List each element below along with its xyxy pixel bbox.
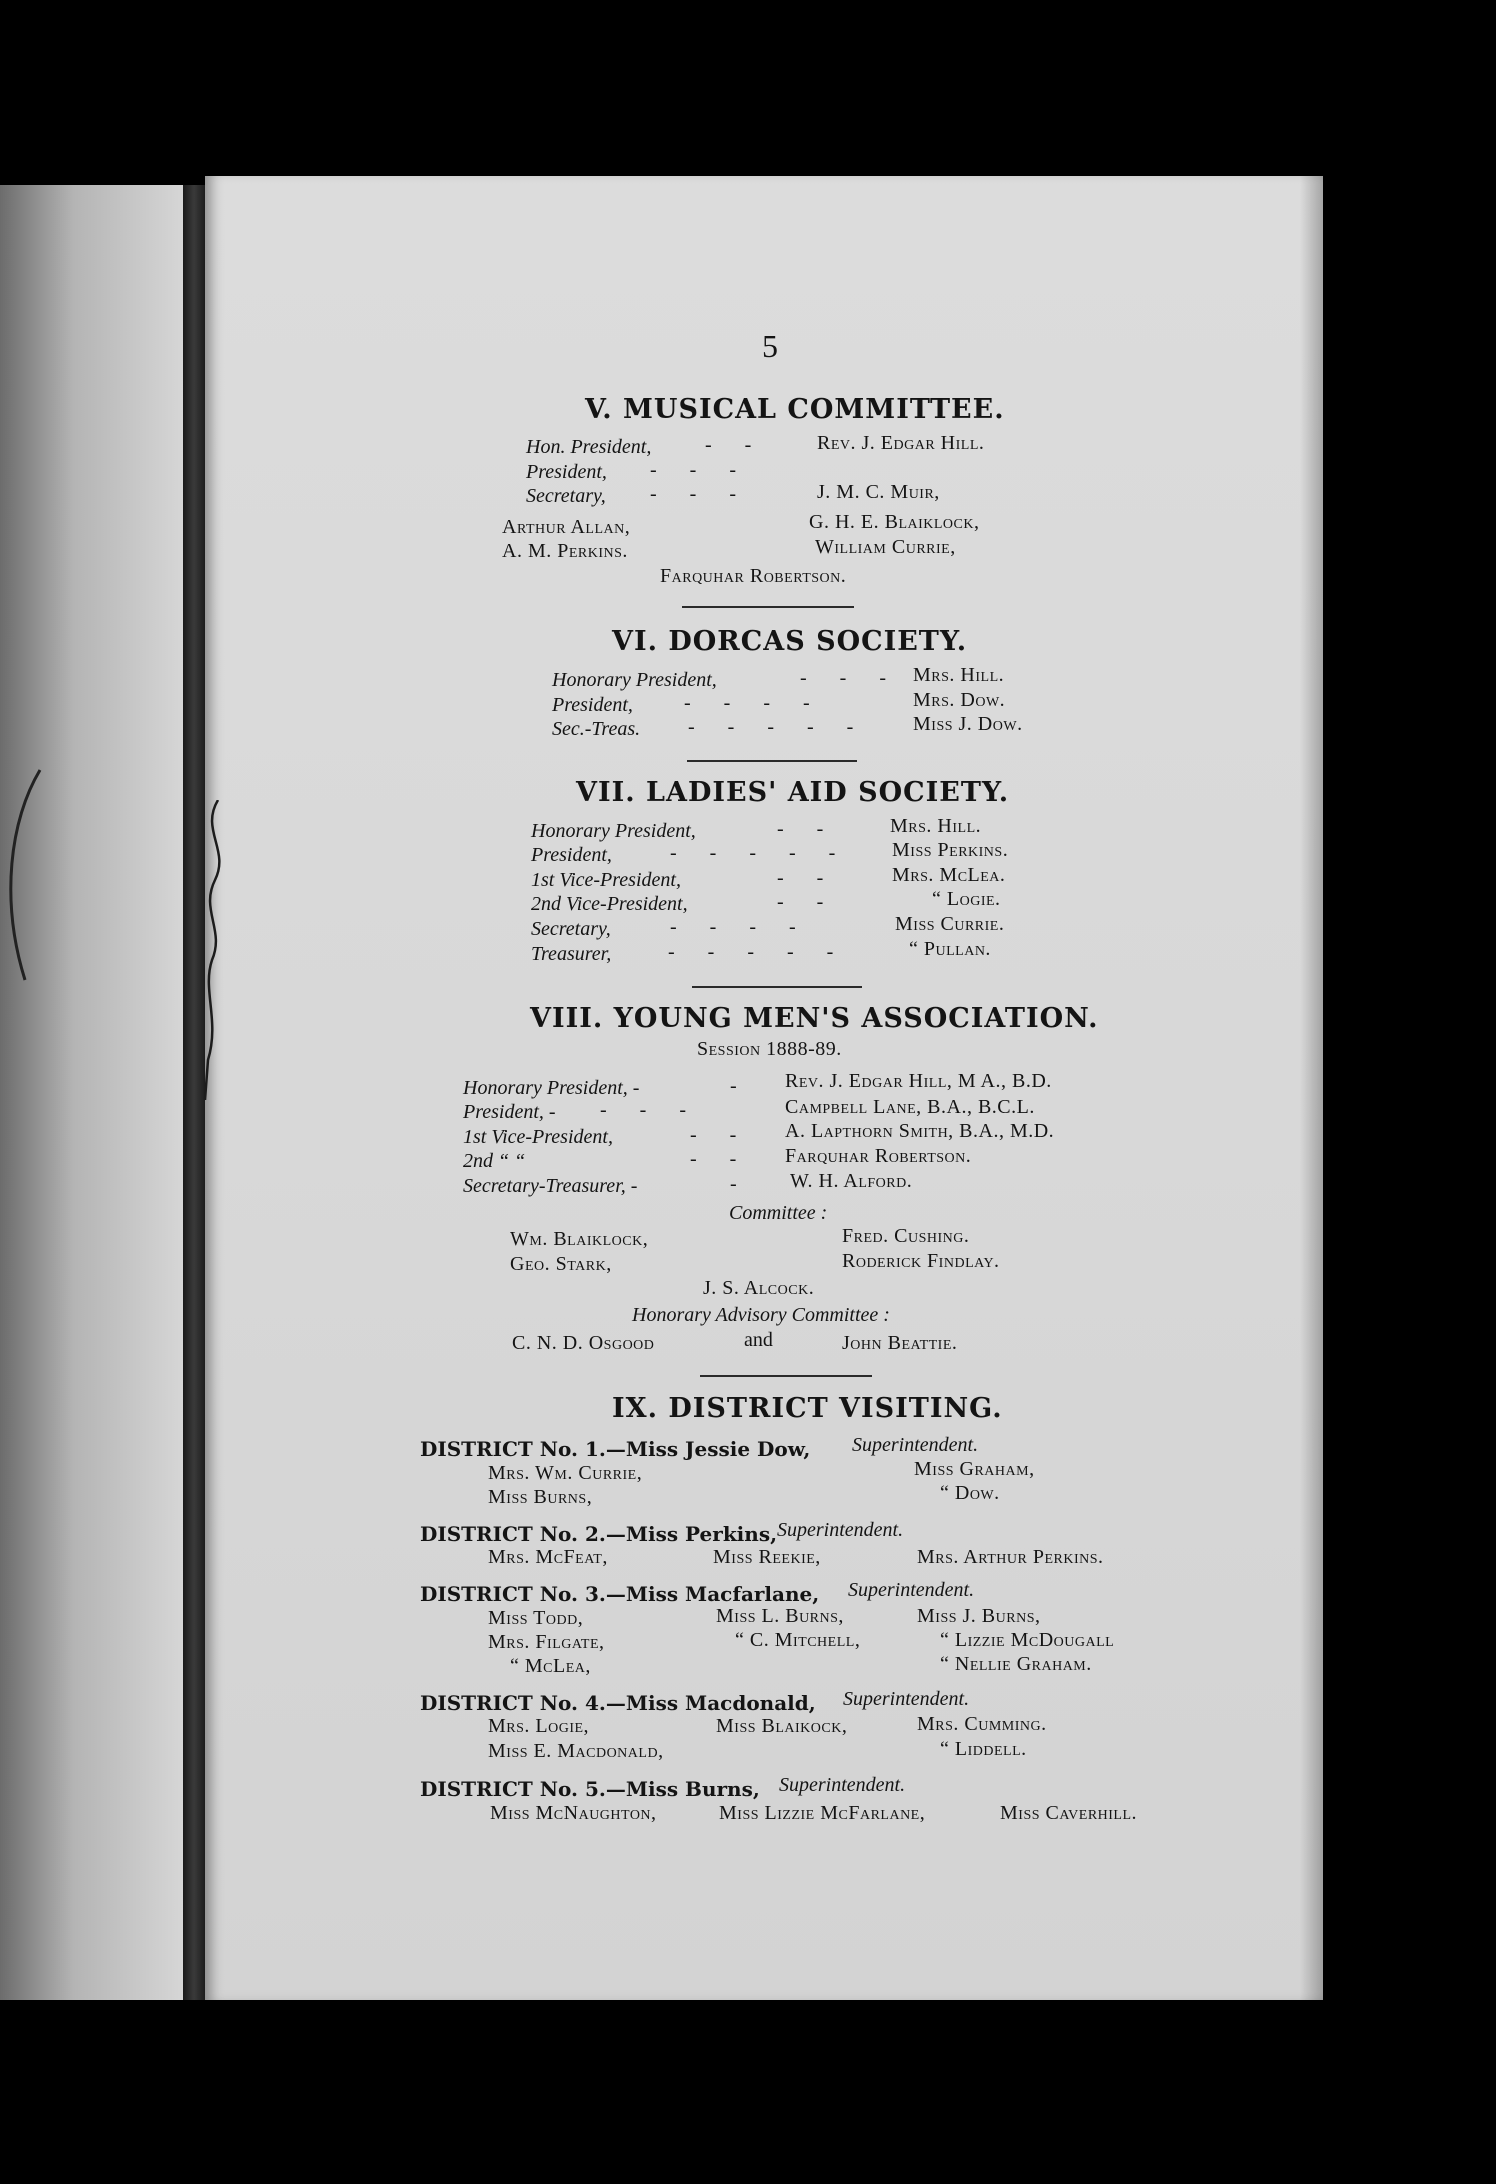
advisory-committee-label: Honorary Advisory Committee : [632, 1304, 890, 1326]
visitor-name: Miss Blaikock, [716, 1715, 848, 1737]
visitor-name: Miss J. Burns, [917, 1605, 1041, 1627]
role-name: W. H. Alford. [790, 1170, 913, 1192]
page-number: 5 [762, 328, 778, 364]
leader-dashes: - - - - [684, 692, 824, 714]
role-label: Honorary President, [552, 669, 717, 691]
leader-dashes: - - - [800, 667, 900, 689]
visitor-name: Mrs. Logie, [488, 1715, 590, 1737]
leader-dashes: - - - - - [668, 941, 848, 963]
role-name: A. Lapthorn Smith, B.A., M.D. [785, 1120, 1055, 1142]
role-name: Mrs. McLea. [892, 864, 1006, 886]
district-header: DISTRICT No. 2.—Miss Perkins, [420, 1522, 778, 1546]
leader-dashes: - - - [650, 459, 750, 481]
section-divider [687, 760, 857, 762]
leader-dashes: - - [690, 1124, 751, 1146]
young-mens-association-heading: VIII. YOUNG MEN'S ASSOCIATION. [530, 1003, 1099, 1034]
leader-dashes: - - - [600, 1099, 700, 1121]
committee-label: Committee : [729, 1202, 828, 1224]
leader-dashes: - - [777, 867, 838, 889]
visitor-name: “ Nellie Graham. [940, 1653, 1092, 1675]
district-header: DISTRICT No. 3.—Miss Macfarlane, [420, 1582, 820, 1606]
superintendent-label: Superintendent. [852, 1434, 979, 1456]
role-label: President, [526, 461, 607, 483]
visitor-name: “ Lizzie McDougall [940, 1629, 1115, 1651]
leader-dashes: - [730, 1173, 737, 1195]
ladies-aid-heading: VII. LADIES' AID SOCIETY. [576, 777, 1010, 808]
dorcas-society-heading: VI. DORCAS SOCIETY. [612, 626, 968, 657]
visitor-name: Miss Graham, [914, 1458, 1035, 1480]
visitor-name: Mrs. Arthur Perkins. [917, 1546, 1104, 1568]
role-label: 1st Vice-President, [463, 1126, 613, 1148]
section-divider [682, 606, 854, 608]
role-label: 2nd “ “ [463, 1150, 526, 1172]
role-label: 2nd Vice-President, [531, 893, 688, 915]
role-label: President, [531, 844, 612, 866]
leader-dashes: - - [690, 1148, 751, 1170]
role-label: Sec.-Treas. [552, 718, 641, 740]
role-label: Secretary, [526, 485, 606, 507]
leader-dashes: - - - - - [688, 716, 868, 738]
role-name: Rev. J. Edgar Hill. [817, 432, 985, 454]
visitor-name: Miss McNaughton, [490, 1802, 657, 1824]
advisory-conjunction: and [744, 1329, 773, 1351]
role-name: J. M. C. Muir, [817, 481, 940, 503]
section-divider [692, 986, 862, 988]
committee-member: Wm. Blaiklock, [510, 1228, 649, 1250]
visitor-name: Mrs. McFeat, [488, 1546, 608, 1568]
role-label: Hon. President, [526, 436, 652, 458]
role-label: President, [552, 694, 633, 716]
committee-member: J. S. Alcock. [703, 1277, 815, 1299]
visitor-name: Mrs. Wm. Currie, [488, 1462, 643, 1484]
leader-dashes: - - [777, 818, 838, 840]
session-label: Session 1888-89. [697, 1038, 842, 1060]
role-name: “ Pullan. [909, 938, 991, 960]
leader-dashes: - - [777, 891, 838, 913]
district-header: DISTRICT No. 5.—Miss Burns, [420, 1777, 760, 1801]
visitor-name: “ Liddell. [940, 1738, 1027, 1760]
district-visiting-heading: IX. DISTRICT VISITING. [612, 1393, 1003, 1424]
visitor-name: Mrs. Filgate, [488, 1631, 605, 1653]
leader-dashes: - [730, 1075, 737, 1097]
member-name: G. H. E. Blaiklock, [809, 511, 980, 533]
role-label: President, - [463, 1101, 556, 1123]
district-header: DISTRICT No. 1.—Miss Jessie Dow, [420, 1437, 811, 1461]
advisory-member: C. N. D. Osgood [512, 1332, 655, 1354]
superintendent-label: Superintendent. [777, 1519, 904, 1541]
role-label: Treasurer, [531, 943, 612, 965]
visitor-name: Miss Caverhill. [1000, 1802, 1138, 1824]
visitor-name: Miss Todd, [488, 1607, 584, 1629]
superintendent-label: Superintendent. [843, 1688, 970, 1710]
visitor-name: “ C. Mitchell, [735, 1629, 861, 1651]
role-label: Secretary, [531, 918, 611, 940]
role-label: Honorary President, - [463, 1077, 640, 1099]
visitor-name: Miss Reekie, [713, 1546, 821, 1568]
musical-committee-heading: V. MUSICAL COMMITTEE. [585, 394, 1005, 425]
role-label: Honorary President, [531, 820, 696, 842]
superintendent-label: Superintendent. [848, 1579, 975, 1601]
visitor-name: Miss Burns, [488, 1486, 593, 1508]
district-header: DISTRICT No. 4.—Miss Macdonald, [420, 1691, 816, 1715]
visitor-name: Miss E. Macdonald, [488, 1740, 664, 1762]
leader-dashes: - - [705, 434, 766, 456]
committee-member: Fred. Cushing. [842, 1225, 970, 1247]
committee-member: Geo. Stark, [510, 1253, 612, 1275]
role-name: Rev. J. Edgar Hill, M A., B.D. [785, 1070, 1052, 1092]
role-name: Mrs. Hill. [890, 815, 982, 837]
member-name: A. M. Perkins. [502, 540, 628, 562]
role-name: “ Logie. [932, 888, 1001, 910]
role-label: 1st Vice-President, [531, 869, 681, 891]
visitor-name: Miss L. Burns, [716, 1605, 844, 1627]
role-name: Farquhar Robertson. [785, 1145, 972, 1167]
visitor-name: “ Dow. [940, 1482, 1000, 1504]
role-name: Campbell Lane, B.A., B.C.L. [785, 1096, 1035, 1118]
role-label: Secretary-Treasurer, - [463, 1175, 638, 1197]
member-name: Farquhar Robertson. [660, 565, 847, 587]
member-name: William Currie, [815, 536, 956, 558]
leader-dashes: - - - - [670, 916, 810, 938]
member-name: Arthur Allan, [502, 516, 631, 538]
role-name: Mrs. Hill. [913, 664, 1005, 686]
visitor-name: Mrs. Cumming. [917, 1713, 1047, 1735]
role-name: Miss Currie. [895, 913, 1005, 935]
leader-dashes: - - - [650, 483, 750, 505]
committee-member: Roderick Findlay. [842, 1250, 1000, 1272]
visitor-name: Miss Lizzie McFarlane, [719, 1802, 926, 1824]
leader-dashes: - - - - - [670, 842, 850, 864]
visitor-name: “ McLea, [510, 1655, 591, 1677]
role-name: Miss J. Dow. [913, 713, 1023, 735]
role-name: Mrs. Dow. [913, 689, 1006, 711]
role-name: Miss Perkins. [892, 839, 1009, 861]
advisory-member: John Beattie. [842, 1332, 958, 1354]
section-divider [700, 1375, 872, 1377]
superintendent-label: Superintendent. [779, 1774, 906, 1796]
